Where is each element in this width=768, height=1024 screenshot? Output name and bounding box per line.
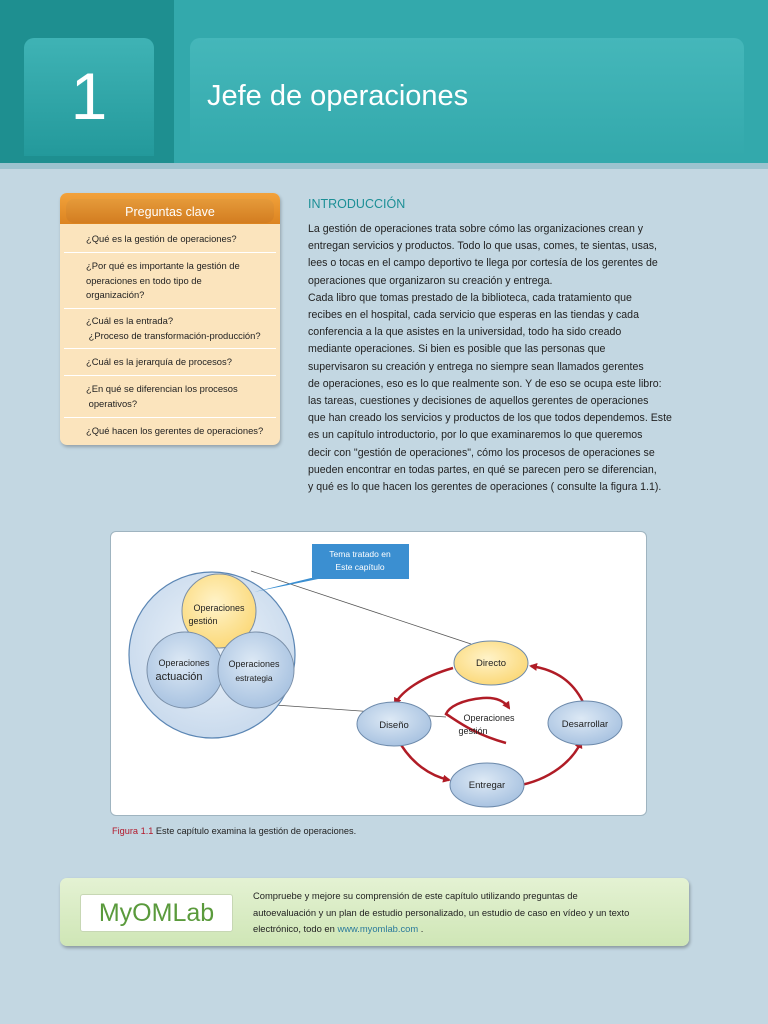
label-performance-1: Operaciones <box>158 658 210 668</box>
key-questions-box <box>60 193 280 445</box>
figure-caption-text: Este capítulo examina la gestión de operaciones. <box>153 826 357 836</box>
figure-caption <box>112 826 356 836</box>
chapter-number-tab <box>24 38 154 156</box>
divider <box>64 252 276 253</box>
key-questions-title: Preguntas clave <box>66 199 274 223</box>
label-management-2: gestión <box>188 616 218 626</box>
myomlab-link[interactable]: www.myomlab.com <box>337 923 419 934</box>
intro-paragraph: La gestión de operaciones trata sobre cómo las organizaciones crean y entregan servicios y productos. Todo lo que usas, comes, te sientas, usas, lees o tocas en el campo deportivo te llega por cortesía de los gerentes de operaciones que organizaron su creación y entrega. Cada libro que tomas prestado de la biblioteca, cada tratamiento que recibes en el hospital, cada servicio que esperas en las tiendas y cada conferencia a la que asistes en la universidad, todo ha sido creado mediante operaciones. Si bien es posible que las personas que supervisaron su creación y entrega no siempre sean llamados gerentes de operaciones, eso es lo que realmente son. Y de eso se ocupa este libro: las tareas, cuestiones y decisiones de aquellos gerentes de operaciones que han creado los servicios y productos de los que todos dependemos. Este es un capítulo introductorio, por lo que examinaremos lo que queremos decir con "gestión de operaciones", cómo los procesos de operaciones se pueden encontrar en todas partes, en qué se parecen pero se diferencian, y qué es lo que hacen los gerentes de operaciones ( consulte la figura 1.1). <box>308 223 672 494</box>
cycle-center-label-2: gestión <box>458 726 488 736</box>
key-questions-header <box>60 193 280 224</box>
myomlab-line-1: Compruebe y mejore su comprensión de este capítulo utilizando preguntas de <box>253 890 578 901</box>
question-item: ¿Cuál es la entrada? ¿Proceso de transformación-producción? <box>86 315 261 341</box>
cycle-center-label-1: Operaciones <box>463 713 515 723</box>
figure-number: Figura 1.1 <box>112 826 154 836</box>
label-management-1: Operaciones <box>193 603 245 613</box>
divider <box>64 308 276 309</box>
divider <box>64 348 276 349</box>
node-design-label: Diseño <box>379 720 409 731</box>
label-strategy-1: Operaciones <box>228 659 280 669</box>
divider <box>64 417 276 418</box>
operations-performance-circle <box>147 632 223 708</box>
node-develop-label: Desarrollar <box>561 719 609 730</box>
arrow-deliver-to-develop <box>516 742 581 786</box>
arrow-direct-to-design <box>395 668 453 704</box>
myomlab-box <box>60 878 689 946</box>
intro-heading: INTRODUCCIÓN <box>308 197 406 211</box>
myomlab-line-2: autoevaluación y un plan de estudio personalizado, un estudio de caso en vídeo y un texto <box>253 906 630 918</box>
callout-line-1: Tema tratado en <box>329 549 391 559</box>
question-item: ¿En qué se diferencian los procesos operativos? <box>86 383 238 409</box>
question-item: ¿Qué hacen los gerentes de operaciones? <box>86 425 264 436</box>
header-divider <box>0 163 768 169</box>
operations-strategy-circle <box>218 632 294 708</box>
divider <box>64 375 276 376</box>
label-performance-2: actuación <box>155 671 203 683</box>
chapter-number: 1 <box>70 59 108 133</box>
label-strategy-2: estrategia <box>235 673 273 683</box>
myomlab-logo: MyOMLab <box>80 894 233 932</box>
chapter-title-tab <box>190 38 744 156</box>
figure-1-1 <box>110 531 647 816</box>
arrow-develop-to-direct <box>531 666 583 702</box>
question-item: ¿Qué es la gestión de operaciones? <box>86 233 237 244</box>
myomlab-line-3: electrónico, todo en www.myomlab.com . <box>253 923 424 934</box>
callout-line-2: Este capítulo <box>335 562 385 572</box>
question-item: ¿Cuál es la jerarquía de procesos? <box>86 356 232 367</box>
node-deliver-label: Entregar <box>468 780 506 791</box>
question-item: ¿Por qué es importante la gestión de operaciones en todo tipo de organización? <box>86 260 240 300</box>
chapter-title: Jefe de operaciones <box>207 80 469 112</box>
node-direct-label: Directo <box>475 658 507 669</box>
